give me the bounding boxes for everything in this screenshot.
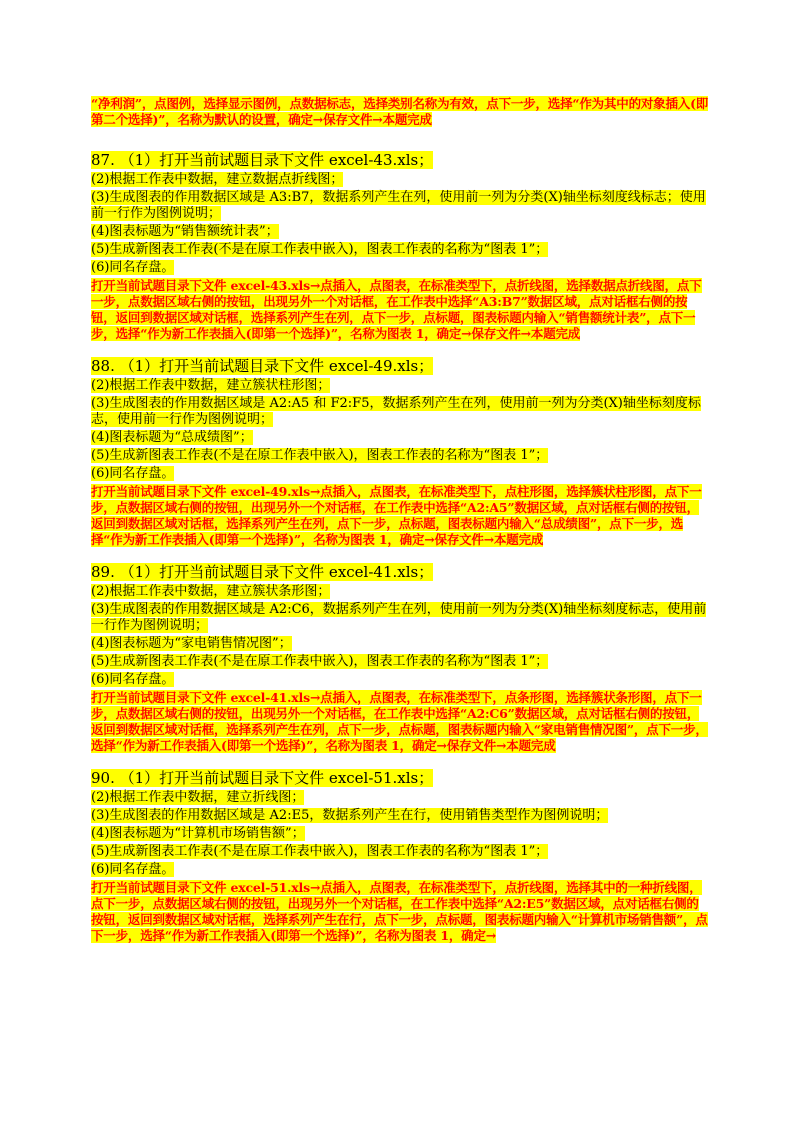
question-line: (5)生成新图表工作表(不是在原工作表中嵌入)，图表工作表的名称为“图表 1”； xyxy=(91,654,549,669)
question-line: (6)同名存盘。 xyxy=(91,672,175,687)
question-line: (6)同名存盘。 xyxy=(91,466,175,481)
question-header: 88. （1）打开当前试题目录下文件 excel-49.xls； xyxy=(91,357,434,375)
question-line: (5)生成新图表工作表(不是在原工作表中嵌入)，图表工作表的名称为“图表 1”； xyxy=(91,844,549,859)
question-line: (2)根据工作表中数据，建立折线图； xyxy=(91,790,305,805)
answer-text: 打开当前试题目录下文件 excel-43.xls→点插入，点图表，在标准类型下，点折线图，选择数据点折线图，点下一步，点数据区域右侧的按钮，出现另外一个对话框，在工作表中选择“A3:B7”数据区域，点对话框右侧的按钮，返回到数据区域对话框，选择系列产生在列，点下一步，点标题，图表标题内输入“销售额统计表”，点下一步，选择“作为新工作表插入(即第一个选择)”，名称为图表 1，确定→保存文件→本题完成 xyxy=(91,278,702,341)
question-line: (4)图表标题为“计算机市场销售额”； xyxy=(91,826,305,841)
question-header: 89. （1）打开当前试题目录下文件 excel-41.xls； xyxy=(91,563,434,581)
question-line: (5)生成新图表工作表(不是在原工作表中嵌入)，图表工作表的名称为“图表 1”； xyxy=(91,448,549,463)
answer-text: 打开当前试题目录下文件 excel-41.xls→点插入，点图表，在标准类型下，点条形图，选择簇状条形图，点下一步，点数据区域右侧的按钮，出现另外一个对话框，在工作表中选择“A2:C6”数据区域，点对话框右侧的按钮，返回到数据区域对话框，选择系列产生在列，点下一步，点标题，图表标题内输入“家电销售情况图”，点下一步，选择“作为新工作表插入(即第一个选择)”，名称为图表 1，确定→保存文件→本题完成 xyxy=(91,690,708,753)
question-line: (2)根据工作表中数据，建立簇状柱形图； xyxy=(91,378,331,393)
question-line: (4)图表标题为“总成绩图”； xyxy=(91,430,253,445)
answer-text: 打开当前试题目录下文件 excel-51.xls→点插入，点图表，在标准类型下，点折线图，选择其中的一种折线图，点下一步，点数据区域右侧的按钮，出现另外一个对话框，在工作表中选择“A2:E5”数据区域，点对话框右侧的按钮，返回到数据区域对话框，选择系列产生在行，点下一步，点标题，图表标题内输入“计算机市场销售额”，点下一步，选择“作为新工作表插入(即第一个选择)”，名称为图表 1，确定→ xyxy=(91,880,708,943)
question-line: (4)图表标题为“家电销售情况图”； xyxy=(91,636,292,651)
question-line: (3)生成图表的作用数据区域是 A3:B7，数据系列产生在列，使用前一列为分类(X)轴坐标刻度线标志；使用前一行作为图例说明； xyxy=(91,190,706,221)
question-header: 90. （1）打开当前试题目录下文件 excel-51.xls； xyxy=(91,769,434,787)
question-line: (3)生成图表的作用数据区域是 A2:C6，数据系列产生在列，使用前一列为分类(X)轴坐标刻度标志，使用前一行作为图例说明； xyxy=(91,602,707,633)
question-line: (2)根据工作表中数据，建立簇状条形图； xyxy=(91,584,331,599)
question-90 xyxy=(91,768,709,944)
question-line: (3)生成图表的作用数据区域是 A2:A5 和 F2:F5，数据系列产生在列，使用前一列为分类(X)轴坐标刻度标志，使用前一行作为图例说明； xyxy=(91,396,701,427)
intro-answer: “净利润”，点图例，选择显示图例，点数据标志，选择类别名称为有效，点下一步，选择“作为其中的对象插入(即第二个选择)”，名称为默认的设置，确定→保存文件→本题完成 xyxy=(91,96,709,127)
question-89 xyxy=(91,562,709,754)
question-line: (6)同名存盘。 xyxy=(91,862,175,877)
question-line: (5)生成新图表工作表(不是在原工作表中嵌入)，图表工作表的名称为“图表 1”； xyxy=(91,242,549,257)
question-line: (3)生成图表的作用数据区域是 A2:E5，数据系列产生在行，使用销售类型作为图例说明； xyxy=(91,808,609,823)
answer-text: 打开当前试题目录下文件 excel-49.xls→点插入，点图表，在标准类型下，点柱形图，选择簇状柱形图，点下一步，点数据区域右侧的按钮，出现另外一个对话框，在工作表中选择“A2:A5”数据区域，点对话框右侧的按钮，返回到数据区域对话框，选择系列产生在列，点下一步，点标题，图表标题内输入“总成绩图”，点下一步，选择“作为新工作表插入(即第一个选择)”，名称为图表 1，确定→保存文件→本题完成 xyxy=(91,484,702,547)
question-line: (2)根据工作表中数据，建立数据点折线图； xyxy=(91,172,344,187)
question-88 xyxy=(91,356,709,548)
question-header: 87. （1）打开当前试题目录下文件 excel-43.xls； xyxy=(91,151,434,169)
question-line: (6)同名存盘。 xyxy=(91,260,175,275)
intro-block xyxy=(91,96,709,128)
question-87 xyxy=(91,150,709,342)
document-page xyxy=(91,96,709,958)
question-line: (4)图表标题为“销售额统计表”； xyxy=(91,224,279,239)
